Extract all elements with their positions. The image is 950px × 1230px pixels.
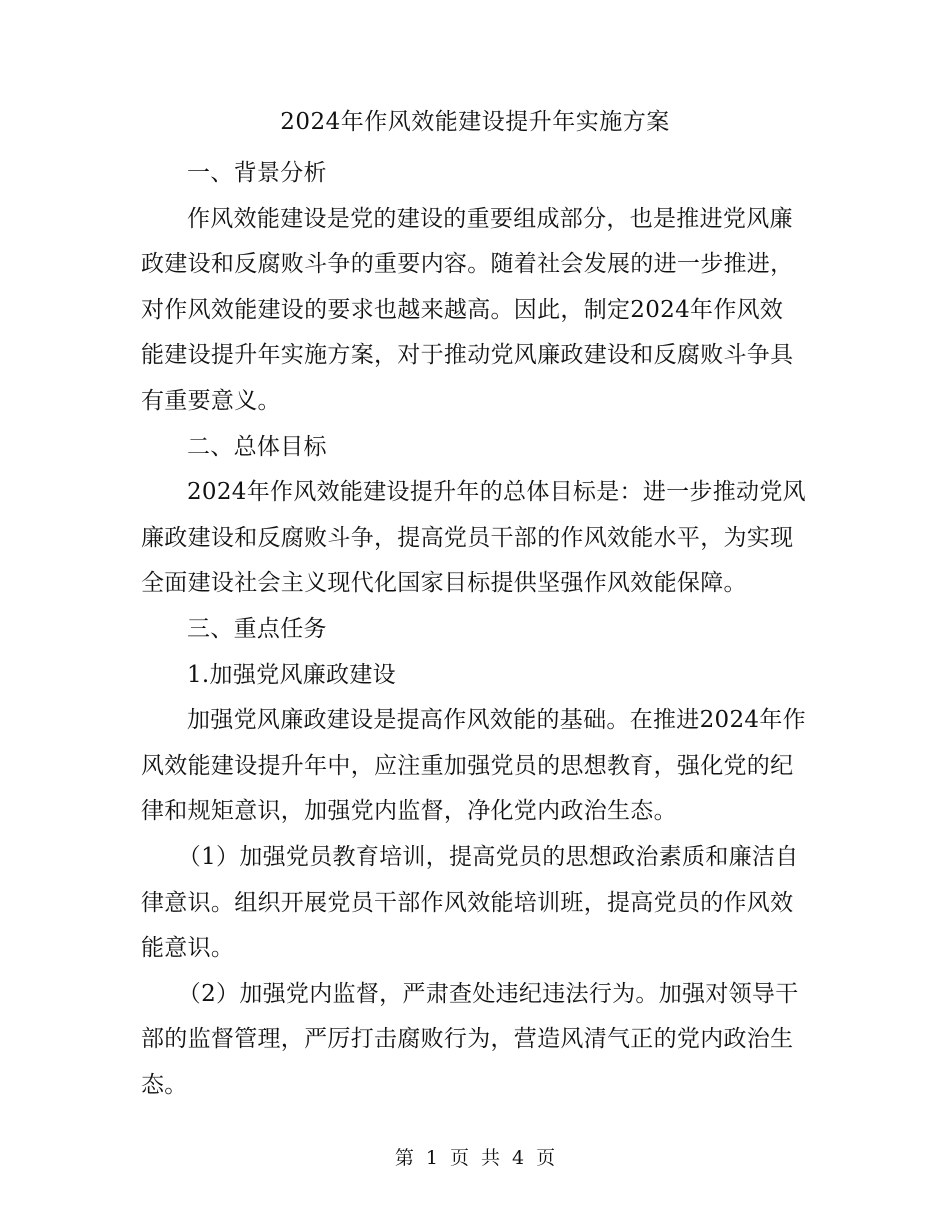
- page-number-footer: 第 1 页 共 4 页: [394, 1147, 556, 1169]
- goal-paragraph: 2024年作风效能建设提升年的总体目标是：进一步推动党风廉政建设和反腐败斗争，提高党员干部的作风效能水平，为实现全面建设社会主义现代化国家目标提供坚强作风效能保障。: [141, 479, 806, 597]
- section-heading-goal: 二、总体目标: [187, 433, 327, 460]
- background-paragraph: 作风效能建设是党的建设的重要组成部分，也是推进党风廉政建设和反腐败斗争的重要内容。随着社会发展的进一步推进，对作风效能建设的要求也越来越高。因此，制定2024年作风效能建设提升年实施方案，对于推动党风廉政建设和反腐败斗争具有重要意义。: [141, 205, 794, 414]
- section-heading-tasks: 三、重点任务: [187, 615, 327, 642]
- task-1-item-1: （1）加强党员教育培训，提高党员的思想政治素质和廉洁自律意识。组织开展党员干部作风效能培训班，提高党员的作风效能意识。: [141, 843, 799, 962]
- task-1-heading: 1.加强党风廉政建设: [187, 661, 396, 688]
- section-heading-background: 一、背景分析: [187, 160, 327, 186]
- document-body: [141, 151, 806, 1108]
- task-1-paragraph: 加强党风廉政建设是提高作风效能的基础。在推进2024年作风效能建设提升年中，应注重加强党员的思想教育，强化党的纪律和规矩意识，加强党内监督，净化党内政治生态。: [141, 707, 806, 825]
- document-title: 2024年作风效能建设提升年实施方案: [280, 109, 670, 135]
- task-1-item-2: （2）加强党内监督，严肃查处违纪违法行为。加强对领导干部的监督管理，严厉打击腐败行为，营造风清气正的党内政治生态。: [141, 980, 799, 1098]
